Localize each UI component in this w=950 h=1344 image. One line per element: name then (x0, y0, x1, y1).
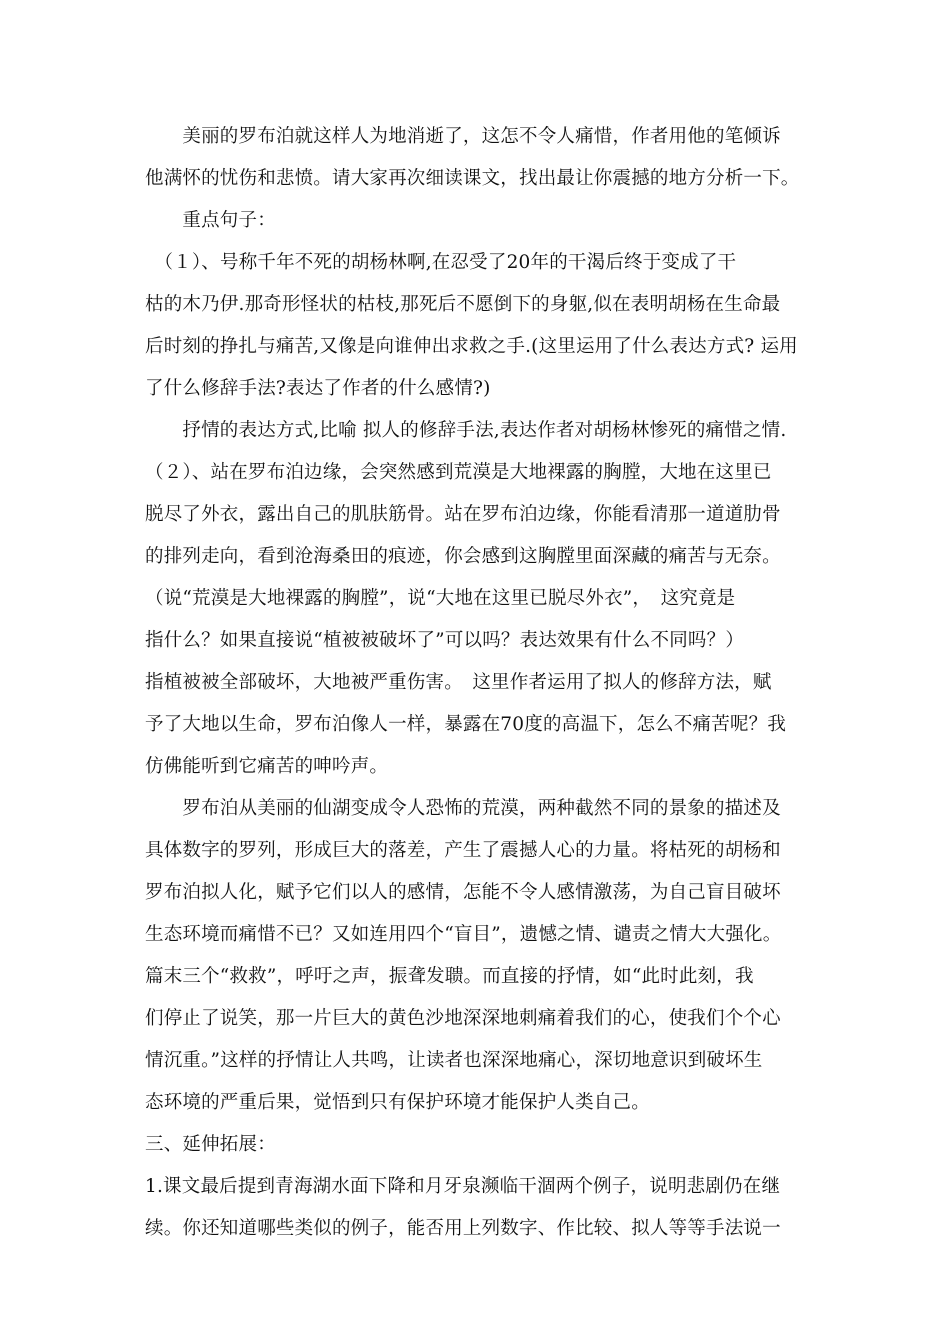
text-line: 罗布泊从美丽的仙湖变成令人恐怖的荒漠，两种截然不同的景象的描述及 (145, 798, 781, 819)
text-line: 美丽的罗布泊就这样人为地消逝了，这怎不令人痛惜，作者用他的笔倾诉 (145, 126, 781, 147)
text-line: 抒情的表达方式,比喻 拟人的修辞手法,表达作者对胡杨林惨死的痛惜之情. (145, 420, 787, 441)
text-line: 续。你还知道哪些类似的例子，能否用上列数字、作比较、拟人等等手法说一 (145, 1218, 781, 1239)
section-heading: 三、延伸拓展： (145, 1134, 276, 1155)
text-line: 仿佛能听到它痛苦的呻吟声。 (145, 756, 389, 777)
text-line: 生态环境而痛惜不已？又如连用四个“盲目”，遗憾之情、谴责之情大大强化。 (145, 924, 782, 945)
text-line: 的排列走向，看到沧海桑田的痕迹，你会感到这胸膛里面深藏的痛苦与无奈。 (145, 546, 781, 567)
text-line: 指什么？如果直接说“植被被破坏了”可以吗？表达效果有什么不同吗？） (145, 630, 745, 651)
text-line: 指植被被全部破坏，大地被严重伤害。 这里作者运用了拟人的修辞方法，赋 (145, 672, 772, 693)
text-line: （１）、号称千年不死的胡杨林啊,在忍受了20年的干渴后终于变成了干 (145, 252, 737, 273)
text-line: （说“荒漠是大地裸露的胸膛”，说“大地在这里已脱尽外衣”， 这究竟是 (145, 588, 736, 609)
text-line: 1.课文最后提到青海湖水面下降和月牙泉濒临干涸两个例子，说明悲剧仍在继 (145, 1176, 781, 1197)
text-line: 了什么修辞手法?表达了作者的什么感情?) (145, 378, 491, 399)
text-line: 态环境的严重后果，觉悟到只有保护环境才能保护人类自己。 (145, 1092, 650, 1113)
text-line: 罗布泊拟人化，赋予它们以人的感情，怎能不令人感情激荡，为自己盲目破坏 (145, 882, 781, 903)
text-line: 具体数字的罗列，形成巨大的落差，产生了震撼人心的力量。将枯死的胡杨和 (145, 840, 781, 861)
text-line: 他满怀的忧伤和悲愤。请大家再次细读课文，找出最让你震撼的地方分析一下。 (145, 168, 800, 189)
text-line: 脱尽了外衣，露出自己的肌肤筋骨。站在罗布泊边缘，你能看清那一道道肋骨 (145, 504, 781, 525)
text-line: （２）、站在罗布泊边缘，会突然感到荒漠是大地裸露的胸膛，大地在这里已 (145, 462, 772, 483)
text-line: 篇末三个“救救”，呼吁之声，振聋发聩。而直接的抒情，如“此时此刻，我 (145, 966, 754, 987)
text-line: 枯的木乃伊.那奇形怪状的枯枝,那死后不愿倒下的身躯,似在表明胡杨在生命最 (145, 294, 781, 315)
text-line: 后时刻的挣扎与痛苦,又像是向谁伸出求救之手.(这里运用了什么表达方式? 运用 (145, 336, 798, 357)
text-line: 们停止了说笑，那一片巨大的黄色沙地深深地刺痛着我们的心，使我们个个心 (145, 1008, 781, 1029)
text-line: 重点句子： (145, 210, 276, 231)
text-line: 情沉重。”这样的抒情让人共鸣，让读者也深深地痛心，深切地意识到破坏生 (145, 1050, 763, 1071)
text-line: 予了大地以生命，罗布泊像人一样，暴露在70度的高温下，怎么不痛苦呢？我 (145, 714, 787, 735)
